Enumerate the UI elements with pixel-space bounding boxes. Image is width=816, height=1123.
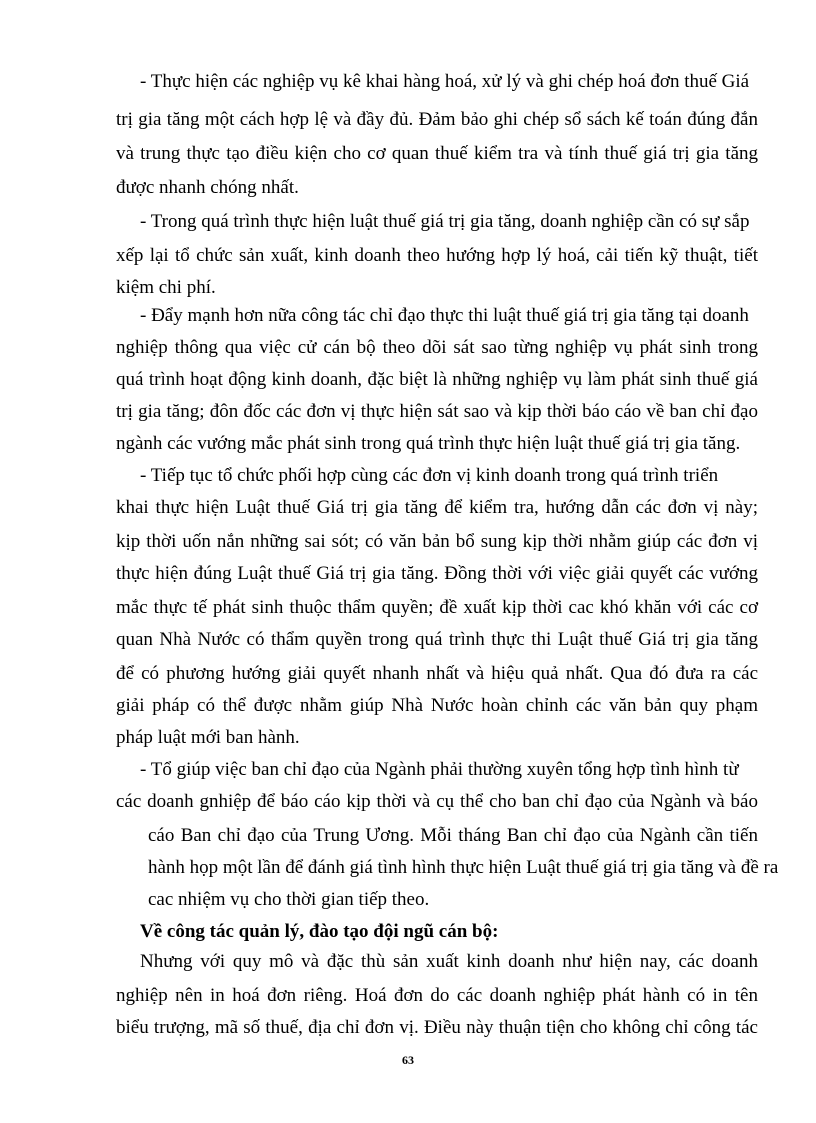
paragraph-line: biểu trượng, mã số thuế, địa chỉ đơn vị. Điều này thuận tiện cho không chỉ công tác: [116, 1017, 758, 1038]
paragraph-line: - Thực hiện các nghiệp vụ kê khai hàng hoá, xử lý và ghi chép hoá đơn thuế Giá: [140, 71, 750, 92]
paragraph-line: cac nhiệm vụ cho thời gian tiếp theo.: [148, 889, 430, 910]
paragraph-line: - Tiếp tục tổ chức phối hợp cùng các đơn vị kinh doanh trong quá trình triển: [140, 465, 719, 486]
paragraph-line: kiệm chi phí.: [116, 277, 216, 298]
paragraph-line: để có phương hướng giải quyết nhanh nhất và hiệu quả nhất. Qua đó đưa ra các: [116, 663, 758, 684]
paragraph-line: hành họp một lần để đánh giá tình hình thực hiện Luật thuế giá trị gia tăng và đề ra: [148, 857, 779, 878]
page-number: 63: [402, 1053, 414, 1067]
paragraph-line: cáo Ban chỉ đạo của Trung Ương. Mỗi tháng Ban chỉ đạo của Ngành cần tiến: [148, 825, 758, 846]
paragraph-line: quan Nhà Nước có thẩm quyền trong quá trình thực thi Luật thuế Giá trị gia tăng: [116, 629, 758, 650]
paragraph-line: thực hiện đúng Luật thuế Giá trị gia tăng. Đồng thời với việc giải quyết các vướng: [116, 563, 758, 584]
paragraph-line: mắc thực tế phát sinh thuộc thẩm quyền; đề xuất kịp thời cac khó khăn với các cơ: [116, 597, 758, 618]
paragraph-line: giải pháp có thể được nhằm giúp Nhà Nước hoàn chỉnh các văn bản quy phạm: [116, 695, 758, 716]
paragraph-line: trị gia tăng; đôn đốc các đơn vị thực hiện sát sao và kịp thời báo cáo về ban chỉ đạo: [116, 401, 758, 422]
paragraph-line: và trung thực tạo điều kiện cho cơ quan thuế kiểm tra và tính thuế giá trị gia tăng: [116, 143, 758, 164]
paragraph-line: ngành các vướng mắc phát sinh trong quá trình thực hiện luật thuế giá trị gia tăng.: [116, 433, 741, 454]
paragraph-line: nghiệp nên in hoá đơn riêng. Hoá đơn do các doanh nghiệp phát hành có in tên: [116, 985, 758, 1006]
paragraph-line: kịp thời uốn nắn những sai sót; có văn bản bổ sung kịp thời nhằm giúp các đơn vị: [116, 531, 758, 552]
paragraph-line: được nhanh chóng nhất.: [116, 177, 299, 198]
paragraph-line: quá trình hoạt động kinh doanh, đặc biệt là những nghiệp vụ làm phát sinh thuế giá: [116, 369, 758, 390]
paragraph-line: nghiệp thông qua việc cử cán bộ theo dõi sát sao từng nghiệp vụ phát sinh trong: [116, 337, 758, 358]
paragraph-line: - Đẩy mạnh hơn nữa công tác chỉ đạo thực thi luật thuế giá trị gia tăng tại doanh: [140, 305, 749, 326]
paragraph-line: pháp luật mới ban hành.: [116, 727, 300, 748]
paragraph-line: xếp lại tổ chức sản xuất, kinh doanh theo hướng hợp lý hoá, cải tiến kỹ thuật, tiết: [116, 245, 758, 266]
section-heading: Về công tác quản lý, đào tạo đội ngũ cán bộ:: [140, 921, 499, 942]
paragraph-line: Nhưng với quy mô và đặc thù sản xuất kinh doanh như hiện nay, các doanh: [140, 951, 758, 972]
paragraph-line: các doanh gnhiệp để báo cáo kịp thời và cụ thể cho ban chỉ đạo của Ngành và báo: [116, 791, 758, 812]
paragraph-line: - Trong quá trình thực hiện luật thuế giá trị gia tăng, doanh nghiệp cần có sự sắp: [140, 211, 750, 232]
paragraph-line: khai thực hiện Luật thuế Giá trị gia tăng để kiểm tra, hướng dẫn các đơn vị này;: [116, 497, 758, 518]
paragraph-line: - Tổ giúp việc ban chỉ đạo của Ngành phải thường xuyên tổng hợp tình hình từ: [140, 759, 739, 780]
paragraph-line: trị gia tăng một cách hợp lệ và đầy đủ. Đảm bảo ghi chép sổ sách kế toán đúng đắn: [116, 109, 758, 130]
